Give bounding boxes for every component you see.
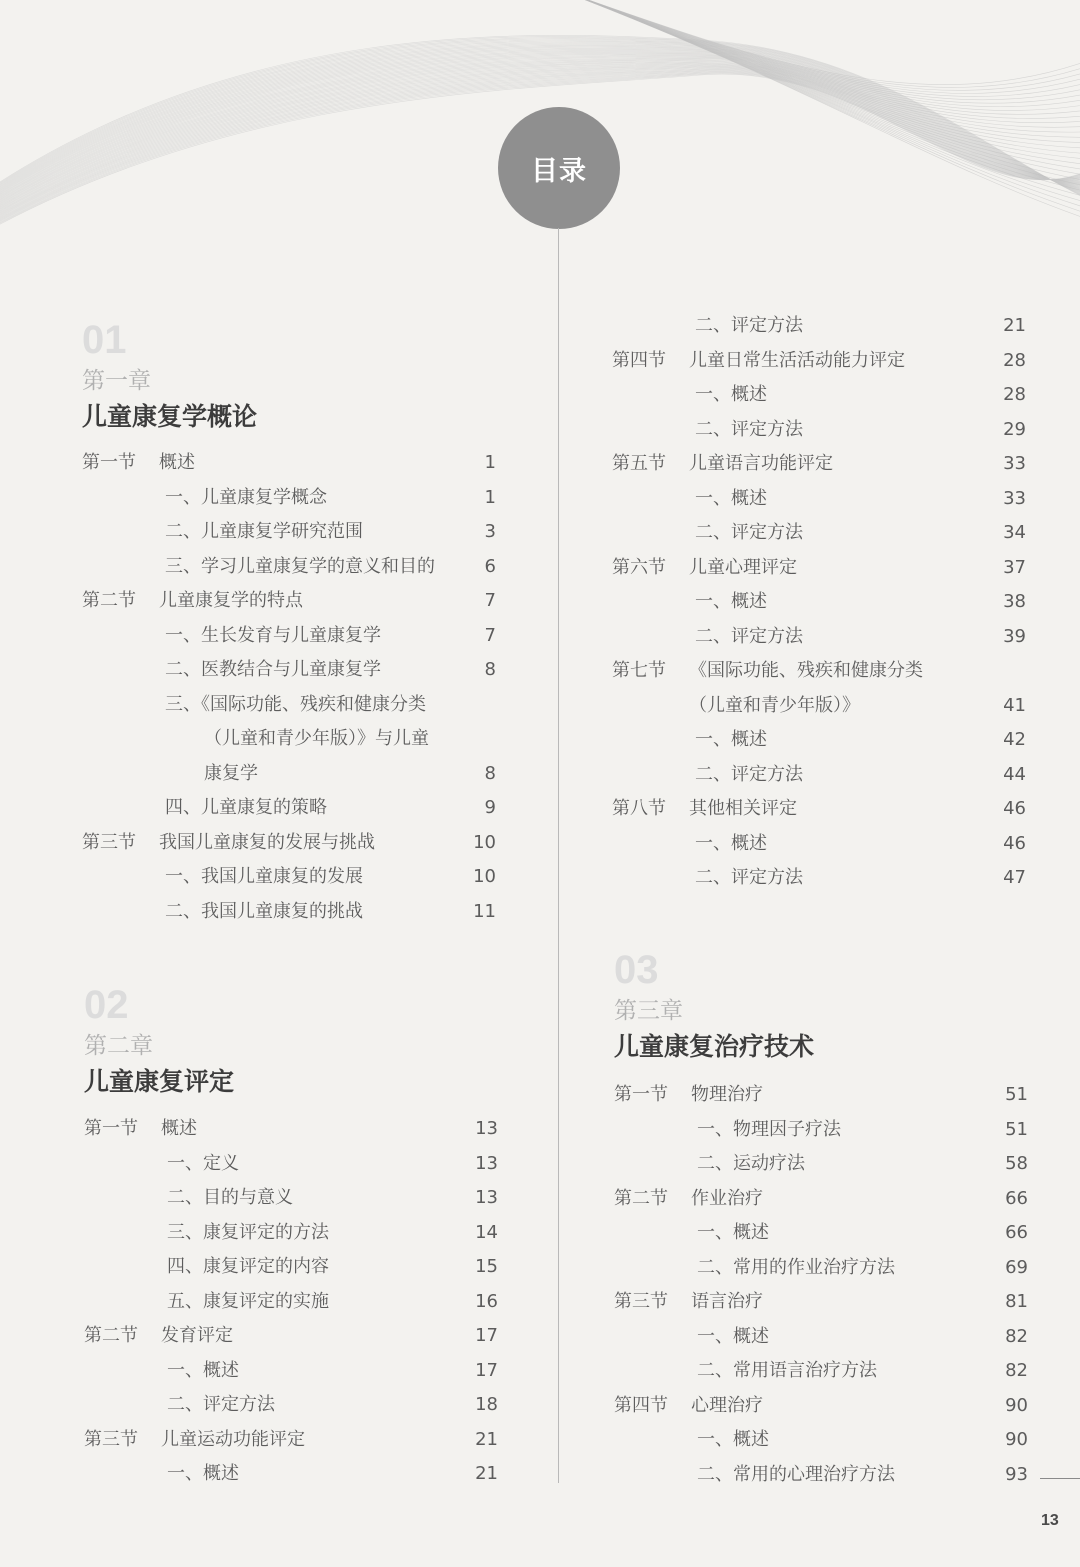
toc-entry-row [84,1388,498,1423]
toc-section-row [612,689,1026,724]
entry-page: 66 [1005,1187,1028,1209]
toc-entry-row [82,653,496,688]
entry-title: 一、概述 [167,1359,239,1381]
toc-section-row [612,447,1026,482]
toc-entry-row [84,1250,498,1285]
entry-title: 一、概述 [695,729,767,750]
entry-title: 一、概述 [695,832,767,854]
section-number: 第二节 [614,1187,668,1209]
entry-page: 17 [475,1359,498,1381]
entry-page: 18 [475,1394,498,1415]
toc-section-row [84,1423,498,1458]
entry-title: 二、常用的心理治疗方法 [697,1463,895,1485]
entry-page: 9 [484,797,496,818]
entry-page: 7 [484,624,496,646]
entry-page: 41 [1003,694,1026,716]
entry-title: 二、常用的作业治疗方法 [697,1256,895,1278]
section-number: 第八节 [612,798,666,819]
toc-entry-row [612,827,1026,862]
entry-page: 82 [1005,1360,1028,1381]
entry-page: 33 [1003,453,1026,474]
entry-page: 21 [475,1463,498,1484]
toc-section-row [612,654,1026,689]
toc-section-row [614,1285,1028,1320]
toc-entry-row [614,1113,1028,1148]
entry-page: 44 [1003,763,1026,785]
entry-page: 69 [1005,1256,1028,1278]
chapter-number: 01 [82,318,127,362]
toc-entry-row [612,378,1026,413]
toc-entry-row [614,1458,1028,1493]
entry-page: 90 [1005,1394,1028,1416]
entry-page: 42 [1003,729,1026,750]
toc-section-row [82,826,496,861]
entry-page: 1 [484,486,496,508]
page-number: 13 [1041,1512,1059,1529]
entry-page: 51 [1005,1118,1028,1140]
entry-title: 发育评定 [161,1325,233,1346]
entry-title: 一、概述 [697,1325,769,1347]
section-number: 第一节 [82,452,136,473]
toc-entry-row [614,1320,1028,1355]
entry-title: 一、概述 [697,1222,769,1243]
entry-title: 一、物理因子疗法 [697,1118,841,1140]
entry-page: 90 [1005,1429,1028,1450]
chapter-3-heading [614,950,814,1064]
toc-section-row [612,344,1026,379]
entry-page: 51 [1005,1084,1028,1105]
entry-page: 33 [1003,487,1026,509]
toc-entry-row [612,309,1026,344]
page-number-rule [1040,1478,1080,1479]
entry-title: 四、儿童康复的策略 [165,797,327,818]
section-number: 第二节 [82,590,136,611]
entry-title: 物理治疗 [691,1084,763,1105]
entry-page: 16 [475,1290,498,1312]
entry-page: 10 [473,831,496,853]
entry-page: 21 [475,1428,498,1450]
entry-title: 一、概述 [695,591,767,612]
entry-title: 二、常用语言治疗方法 [697,1360,877,1381]
entry-page: 81 [1005,1291,1028,1312]
entry-page: 47 [1003,867,1026,888]
entry-page: 46 [1003,832,1026,854]
section-number: 第七节 [612,660,666,681]
toc-entry-row [612,516,1026,551]
toc-entry-row [612,861,1026,896]
entry-page: 28 [1003,384,1026,405]
chapter-title: 儿童康复评定 [84,1067,235,1096]
entry-title: 一、概述 [695,384,767,405]
entry-title: 我国儿童康复的发展与挑战 [159,831,375,853]
entry-page: 82 [1005,1325,1028,1347]
chapter-1-heading [82,320,257,434]
toc-entry-row [84,1216,498,1251]
entry-title: 一、概述 [695,487,767,509]
chapter-title: 儿童康复学概论 [82,402,258,431]
page-title: 目录 [531,155,587,187]
entry-title: 一、定义 [167,1152,239,1174]
chapter-label: 第一章 [82,368,151,394]
entry-title: 《国际功能、残疾和健康分类 [689,660,923,681]
section-number: 第三节 [82,831,136,853]
entry-title: 二、评定方法 [695,763,803,785]
entry-title: 二、运动疗法 [697,1153,805,1174]
entry-page: 13 [475,1152,498,1174]
entry-title: 三、《国际功能、残疾和健康分类 [165,693,426,715]
entry-title: 二、评定方法 [695,867,803,888]
toc-section-row [614,1389,1028,1424]
entry-title: 二、评定方法 [695,418,803,440]
entry-title: 二、儿童康复学研究范围 [165,521,363,542]
entry-title: 心理治疗 [691,1394,763,1416]
toc-entry-row [612,758,1026,793]
toc-entry-row [82,860,496,895]
entry-page: 13 [475,1187,498,1208]
entry-page: 1 [484,452,496,473]
entry-title: 二、评定方法 [695,315,803,336]
entry-page: 93 [1005,1463,1028,1485]
entry-title: 语言治疗 [691,1291,763,1312]
toc-section-row [82,446,496,481]
section-number: 第四节 [612,349,666,371]
toc-entry-row [84,1354,498,1389]
section-number: 第六节 [612,556,666,578]
toc-entry-row [614,1354,1028,1389]
entry-page: 3 [484,521,496,542]
section-number: 第三节 [614,1291,668,1312]
chapter-3-toc [614,1078,1028,1492]
toc-section-row [84,1112,498,1147]
entry-page: 13 [475,1118,498,1139]
chapter-2-heading [84,985,234,1099]
entry-title: 概述 [161,1118,197,1139]
toc-entry-row [84,1457,498,1492]
toc-entry-row [612,413,1026,448]
toc-section-row [614,1182,1028,1217]
entry-title: 儿童心理评定 [689,556,797,578]
entry-title: 概述 [159,452,195,473]
entry-title: 一、概述 [167,1463,239,1484]
entry-title: 其他相关评定 [689,798,797,819]
entry-page: 11 [473,900,496,922]
toc-section-row [82,584,496,619]
entry-title: 二、评定方法 [695,625,803,647]
entry-page: 8 [484,762,496,784]
chapter-number: 02 [84,983,129,1027]
toc-entry-row [82,895,496,930]
chapter-label: 第三章 [614,998,683,1024]
entry-title: 二、评定方法 [167,1394,275,1415]
entry-title: 康复学 [204,762,258,784]
toc-entry-row [614,1216,1028,1251]
entry-page: 14 [475,1221,498,1243]
entry-page: 21 [1003,315,1026,336]
toc-section-row [612,792,1026,827]
entry-title: （儿童和青少年版）》与儿童 [204,728,429,749]
toc-section-row [84,1319,498,1354]
entry-title: 二、目的与意义 [167,1187,293,1208]
toc-entry-row [82,550,496,585]
section-number: 第四节 [614,1394,668,1416]
toc-entry-row [612,585,1026,620]
entry-title: 二、我国儿童康复的挑战 [165,900,363,922]
entry-title: 五、康复评定的实施 [167,1290,329,1312]
chapter-title: 儿童康复治疗技术 [614,1032,815,1061]
toc-title-badge [498,107,620,229]
entry-title: 作业治疗 [691,1187,763,1209]
toc-entry-row [612,723,1026,758]
toc-section-row [614,1078,1028,1113]
entry-title: 一、我国儿童康复的发展 [165,866,363,887]
entry-title: 二、医教结合与儿童康复学 [165,659,381,680]
entry-page: 8 [484,659,496,680]
entry-title: （儿童和青少年版）》 [689,694,860,716]
entry-page: 58 [1005,1153,1028,1174]
toc-entry-row [82,481,496,516]
entry-title: 儿童语言功能评定 [689,453,833,474]
toc-entry-row [84,1147,498,1182]
entry-page: 34 [1003,522,1026,543]
entry-page: 28 [1003,349,1026,371]
toc-entry-row [82,515,496,550]
entry-title: 三、康复评定的方法 [167,1221,329,1243]
column-divider [558,228,559,1483]
toc-entry-row [82,722,496,757]
entry-page: 38 [1003,591,1026,612]
entry-page: 17 [475,1325,498,1346]
toc-entry-row [84,1181,498,1216]
entry-page: 7 [484,590,496,611]
entry-title: 二、评定方法 [695,522,803,543]
toc-entry-row [612,482,1026,517]
toc-entry-row [82,757,496,792]
toc-entry-row [614,1147,1028,1182]
section-number: 第一节 [84,1118,138,1139]
entry-title: 一、儿童康复学概念 [165,486,327,508]
entry-title: 儿童日常生活活动能力评定 [689,349,905,371]
toc-entry-row [612,620,1026,655]
toc-entry-row [614,1423,1028,1458]
chapter-1-toc [82,446,496,929]
toc-entry-row [82,688,496,723]
section-number: 第一节 [614,1084,668,1105]
toc-entry-row [82,619,496,654]
entry-title: 一、生长发育与儿童康复学 [165,624,381,646]
chapter-2-toc-continued [612,309,1026,896]
entry-page: 46 [1003,798,1026,819]
chapter-2-toc [84,1112,498,1492]
toc-entry-row [614,1251,1028,1286]
entry-page: 15 [475,1256,498,1277]
entry-title: 四、康复评定的内容 [167,1256,329,1277]
entry-title: 一、概述 [697,1429,769,1450]
entry-page: 10 [473,866,496,887]
entry-title: 儿童运动功能评定 [161,1428,305,1450]
entry-page: 37 [1003,556,1026,578]
toc-entry-row [84,1285,498,1320]
entry-title: 三、学习儿童康复学的意义和目的 [165,555,435,577]
toc-entry-row [82,791,496,826]
section-number: 第三节 [84,1428,138,1450]
toc-section-row [612,551,1026,586]
entry-page: 29 [1003,418,1026,440]
entry-title: 儿童康复学的特点 [159,590,303,611]
chapter-label: 第二章 [84,1033,153,1059]
section-number: 第二节 [84,1325,138,1346]
entry-page: 6 [484,555,496,577]
chapter-number: 03 [614,948,659,992]
entry-page: 39 [1003,625,1026,647]
section-number: 第五节 [612,453,666,474]
entry-page: 66 [1005,1222,1028,1243]
